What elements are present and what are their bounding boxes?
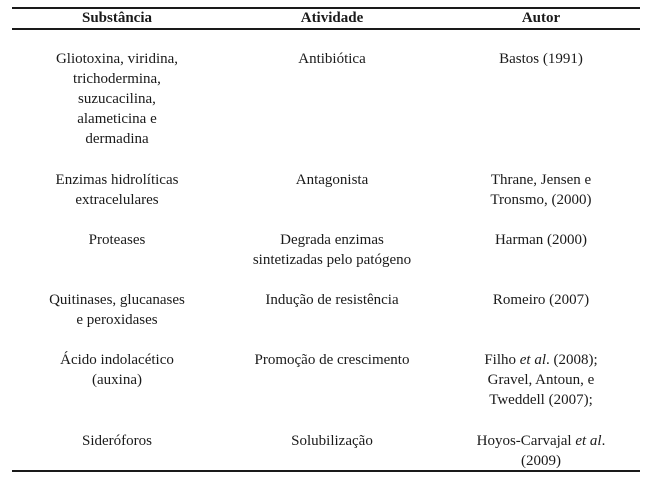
cell-line: [442, 350, 640, 370]
italic-et-al: et al: [575, 433, 602, 449]
cell-line: [442, 431, 640, 451]
header-autor: Autor: [521, 10, 561, 26]
cell-substancia: [12, 350, 222, 390]
text-run: . (2008);: [546, 352, 598, 368]
cell-atividade: [222, 350, 442, 370]
cell-line: extracelulares: [75, 192, 159, 208]
cell-line: Antagonista: [295, 172, 369, 188]
table-header-rule: [12, 28, 640, 30]
text-run: Filho: [484, 352, 520, 368]
cell-atividade: [222, 290, 442, 310]
cell-line: suzucacilina,: [78, 91, 156, 107]
cell-line: sintetizadas pelo patógeno: [252, 252, 412, 268]
cell-autor: [442, 170, 640, 210]
cell-substancia: [12, 431, 222, 451]
cell-line: Tweddell (2007);: [489, 392, 593, 408]
cell-substancia: [12, 290, 222, 330]
cell-line: Tronsmo, (2000): [490, 192, 592, 208]
cell-line: Enzimas hidrolíticas: [55, 172, 179, 188]
cell-line: Ácido indolacético: [60, 352, 174, 368]
text-run: Hoyos-Carvajal: [476, 433, 576, 449]
header-atividade: Atividade: [300, 10, 364, 26]
table-bottom-rule: [12, 470, 640, 472]
cell-line: Solubilização: [291, 433, 373, 449]
cell-substancia: [12, 170, 222, 210]
cell-line: dermadina: [85, 131, 149, 147]
cell-atividade: [222, 170, 442, 190]
header-substancia: Substância: [81, 10, 153, 26]
cell-line: Proteases: [88, 232, 146, 248]
cell-line: Bastos (1991): [499, 51, 583, 67]
cell-line: (2009): [521, 453, 561, 469]
cell-atividade: [222, 49, 442, 69]
italic-et-al: et al: [519, 352, 546, 368]
cell-line: Romeiro (2007): [492, 292, 590, 308]
cell-line: Antibiótica: [298, 51, 366, 67]
cell-line: Gliotoxina, viridina,: [55, 51, 179, 67]
cell-line: Gravel, Antoun, e: [487, 372, 595, 388]
cell-line: Indução de resistência: [265, 292, 399, 308]
cell-atividade: [222, 230, 442, 270]
cell-autor: [442, 431, 640, 471]
cell-line: Sideróforos: [82, 433, 152, 449]
cell-line: alameticina e: [77, 111, 157, 127]
cell-autor: [442, 49, 640, 69]
cell-autor: [442, 350, 640, 410]
cell-line: Quitinases, glucanases: [49, 292, 185, 308]
cell-line: (auxina): [92, 372, 142, 388]
cell-substancia: [12, 49, 222, 149]
cell-line: Degrada enzimas: [280, 232, 384, 248]
cell-line: Thrane, Jensen e: [490, 172, 592, 188]
cell-line: e peroxidases: [76, 312, 158, 328]
cell-line: trichodermina,: [73, 71, 161, 87]
cell-atividade: [222, 431, 442, 451]
cell-substancia: [12, 230, 222, 250]
text-run: .: [601, 433, 606, 449]
cell-autor: [442, 230, 640, 250]
cell-line: Promoção de crescimento: [254, 352, 410, 368]
cell-line: Harman (2000): [494, 232, 588, 248]
cell-autor: [442, 290, 640, 310]
